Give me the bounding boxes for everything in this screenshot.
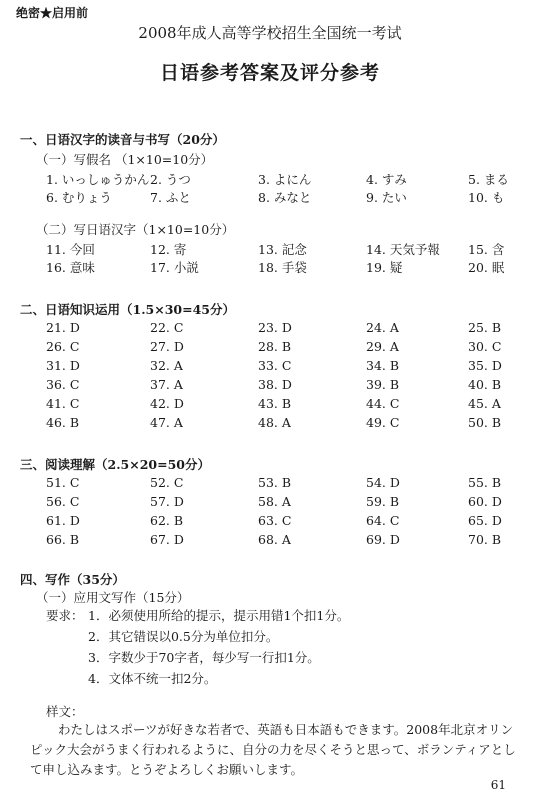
section-1-part-2-heading: （二）写日语汉字（1×10=10分） — [36, 222, 235, 237]
answer-item: 6. むりょう — [46, 190, 112, 205]
answer-item: 25. B — [468, 320, 502, 335]
answer-row — [46, 188, 526, 206]
answer-item: 70. B — [468, 532, 502, 547]
requirement-item: 3．字数少于70字者，每少写一行扣1分。 — [88, 650, 320, 665]
answer-item: 58. A — [258, 494, 291, 509]
answer-item: 21. D — [46, 320, 80, 335]
answer-item: 51. C — [46, 475, 80, 490]
answer-item: 17. 小説 — [150, 260, 199, 275]
document-title: 日语参考答案及评分参考 — [159, 62, 380, 84]
answer-item: 48. A — [258, 415, 291, 430]
answer-item: 67. D — [150, 532, 184, 547]
answer-item: 18. 手袋 — [258, 260, 307, 275]
answer-item: 34. B — [366, 358, 400, 373]
answer-item: 59. B — [366, 494, 400, 509]
answer-item: 66. B — [46, 532, 80, 547]
answer-item: 4. すみ — [366, 172, 407, 187]
answer-item: 14. 天気予報 — [366, 242, 440, 257]
answer-item: 32. A — [150, 358, 183, 373]
answer-item: 15. 含 — [468, 242, 505, 257]
answer-row — [46, 358, 526, 376]
section-4-part-1-heading: （一）应用文写作（15分） — [36, 590, 190, 605]
answer-item: 54. D — [366, 475, 400, 490]
answer-item: 26. C — [46, 339, 80, 354]
exam-title: 2008年成人高等学校招生全国统一考试 — [138, 24, 402, 42]
answer-row — [46, 513, 526, 531]
answer-item: 65. D — [468, 513, 502, 528]
answer-item: 28. B — [258, 339, 292, 354]
answer-row — [46, 170, 526, 188]
answer-row — [46, 339, 526, 357]
section-2-heading: 二、日语知识运用（1.5×30=45分） — [20, 302, 235, 317]
answer-row — [46, 396, 526, 414]
answer-item: 41. C — [46, 396, 80, 411]
answer-item: 30. C — [468, 339, 502, 354]
page-number: 61 — [490, 778, 506, 792]
answer-item: 64. C — [366, 513, 400, 528]
requirement-item: 1．必须使用所给的提示，提示用错1个扣1分。 — [88, 608, 350, 623]
answer-row — [46, 532, 526, 550]
section-4-heading: 四、写作（35分） — [20, 572, 125, 587]
answer-item: 50. B — [468, 415, 502, 430]
answer-item: 63. C — [258, 513, 292, 528]
answer-item: 12. 寄 — [150, 242, 187, 257]
answer-item: 9. たい — [366, 190, 407, 205]
answer-item: 49. C — [366, 415, 400, 430]
answer-item: 2. うつ — [150, 172, 191, 187]
answer-item: 55. B — [468, 475, 502, 490]
answer-item: 52. C — [150, 475, 184, 490]
answer-item: 7. ふと — [150, 190, 191, 205]
answer-item: 29. A — [366, 339, 399, 354]
answer-item: 61. D — [46, 513, 80, 528]
answer-item: 35. D — [468, 358, 502, 373]
answer-row — [46, 494, 526, 512]
answer-row — [46, 475, 526, 493]
answer-item: 44. C — [366, 396, 400, 411]
answer-item: 22. C — [150, 320, 184, 335]
answer-item: 43. B — [258, 396, 292, 411]
answer-item: 1. いっしゅうかん — [46, 172, 150, 187]
section-1-part-1-heading: （一）写假名 （1×10=10分） — [36, 152, 214, 167]
answer-item: 10. も — [468, 190, 505, 205]
answer-item: 38. D — [258, 377, 292, 392]
answer-item: 37. A — [150, 377, 183, 392]
answer-row — [46, 240, 526, 258]
answer-item: 5. まる — [468, 172, 509, 187]
answer-item: 19. 疑 — [366, 260, 403, 275]
answer-row — [46, 320, 526, 338]
answer-item: 11. 今回 — [46, 242, 95, 257]
answer-item: 56. C — [46, 494, 80, 509]
answer-item: 69. D — [366, 532, 400, 547]
answer-item: 16. 意味 — [46, 260, 95, 275]
answer-item: 40. B — [468, 377, 502, 392]
answer-item: 33. C — [258, 358, 292, 373]
answer-item: 3. よにん — [258, 172, 312, 187]
answer-item: 62. B — [150, 513, 184, 528]
sample-text: わたしはスポーツが好きな若者で、英語も日本語もできます。2008年北京オリンピック大会がうまく行われるように、自分の力を尽くそうと思って、ボランティアとして申し込みます。とうぞよろしくお願いします。 — [30, 722, 516, 777]
answer-item: 46. B — [46, 415, 80, 430]
section-1-heading: 一、日语汉字的读音与书写（20分） — [20, 132, 225, 147]
sample-label: 样文： — [46, 704, 84, 719]
answer-item: 60. D — [468, 494, 502, 509]
section-3-heading: 三、阅读理解（2.5×20=50分） — [20, 457, 210, 472]
answer-row — [46, 415, 526, 433]
answer-item: 39. B — [366, 377, 400, 392]
answer-item: 8. みなと — [258, 190, 312, 205]
answer-item: 53. B — [258, 475, 292, 490]
answer-item: 68. A — [258, 532, 291, 547]
answer-item: 47. A — [150, 415, 183, 430]
answer-item: 36. C — [46, 377, 80, 392]
requirements-label: 要求： — [46, 608, 84, 623]
answer-item: 57. D — [150, 494, 184, 509]
requirement-item: 4．文体不统一扣2分。 — [88, 671, 217, 686]
answer-item: 42. D — [150, 396, 184, 411]
answer-item: 27. D — [150, 339, 184, 354]
answer-item: 31. D — [46, 358, 80, 373]
answer-row — [46, 258, 526, 276]
answer-item: 24. A — [366, 320, 399, 335]
answer-item: 45. A — [468, 396, 501, 411]
requirement-item: 2．其它错误以0.5分为单位扣分。 — [88, 629, 279, 644]
answer-item: 20. 眠 — [468, 260, 505, 275]
secret-marker: 绝密★启用前 — [16, 6, 89, 20]
answer-item: 13. 記念 — [258, 242, 307, 257]
answer-row — [46, 377, 526, 395]
answer-item: 23. D — [258, 320, 292, 335]
